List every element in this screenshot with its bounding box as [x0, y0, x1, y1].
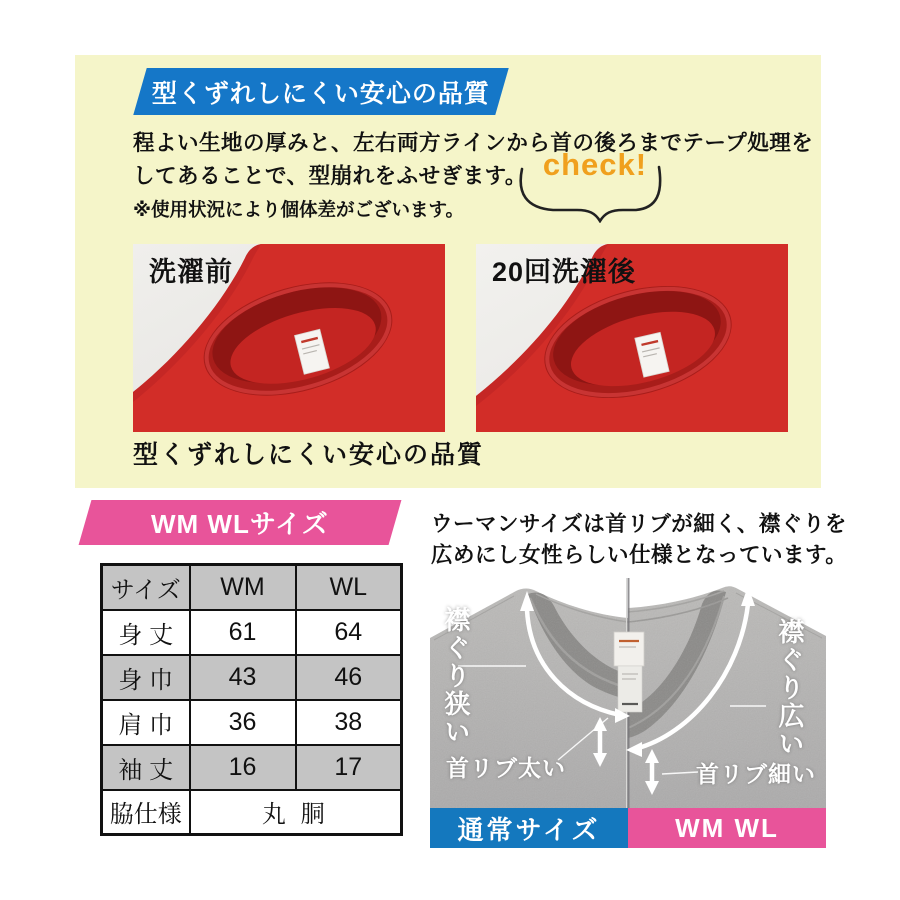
annotation-right-rib: 首リブ細い [696, 761, 816, 787]
woman-description-line1: ウーマンサイズは首リブが細く、襟ぐりを [431, 512, 847, 536]
row-label: 肩 巾 [102, 700, 190, 745]
row-label: 脇仕様 [102, 790, 190, 835]
photo-before-label: 洗濯前 [149, 257, 233, 287]
woman-description-line2: 広めにし女性らしい仕様となっています。 [431, 543, 848, 567]
quality-description-line2: してあることで、型崩れをふせぎます。 [133, 164, 527, 188]
row-wl-value: 46 [296, 655, 402, 700]
annotation-left-rib: 首リブ太い [446, 755, 566, 781]
size-table-header-size: サイズ [102, 565, 190, 610]
row-wl-value: 38 [296, 700, 402, 745]
label-normal-size: 通常サイズ [430, 808, 628, 848]
check-brace-icon [515, 165, 665, 223]
row-wm-value: 36 [190, 700, 296, 745]
photo-after-wash [476, 244, 788, 432]
photo-before-wash [133, 244, 445, 432]
check-label: check! [542, 147, 648, 182]
quality-caption: 型くずれしにくい安心の品質 [133, 441, 485, 469]
table-row [102, 745, 402, 790]
size-table-header-row [102, 565, 402, 610]
shirt-tag [614, 632, 644, 712]
size-table-header-wl: WL [296, 565, 402, 610]
quality-banner [133, 68, 508, 115]
row-wm-value: 61 [190, 610, 296, 655]
collar-comparison-image [430, 578, 826, 848]
quality-description-line1: 程よい生地の厚みと、左右両方ラインから首の後ろまでテープ処理を [133, 131, 814, 155]
label-wm-wl: WM WL [628, 808, 826, 848]
table-row [102, 610, 402, 655]
row-wm-value: 16 [190, 745, 296, 790]
comparison-labels [430, 808, 826, 848]
row-wl-value: 64 [296, 610, 402, 655]
row-label: 身 丈 [102, 610, 190, 655]
photo-after-label: 20回洗濯後 [492, 257, 637, 287]
size-banner [79, 500, 402, 545]
table-row [102, 700, 402, 745]
quality-note: ※使用状況により個体差がございます。 [133, 199, 465, 220]
table-row [102, 655, 402, 700]
annotation-right-neckline: 襟ぐり広い [775, 618, 805, 758]
row-label: 袖 丈 [102, 745, 190, 790]
quality-section [75, 55, 821, 488]
footer-value: 丸 胴 [190, 790, 402, 835]
row-wm-value: 43 [190, 655, 296, 700]
table-footer-row [102, 790, 402, 835]
quality-banner-label: 型くずれしにくい安心の品質 [151, 79, 490, 108]
size-table-header-wm: WM [190, 565, 296, 610]
size-table [100, 563, 403, 836]
size-banner-label: WM WLサイズ [151, 509, 329, 539]
row-label: 身 巾 [102, 655, 190, 700]
row-wl-value: 17 [296, 745, 402, 790]
annotation-left-neckline: 襟ぐり狭い [441, 606, 471, 746]
